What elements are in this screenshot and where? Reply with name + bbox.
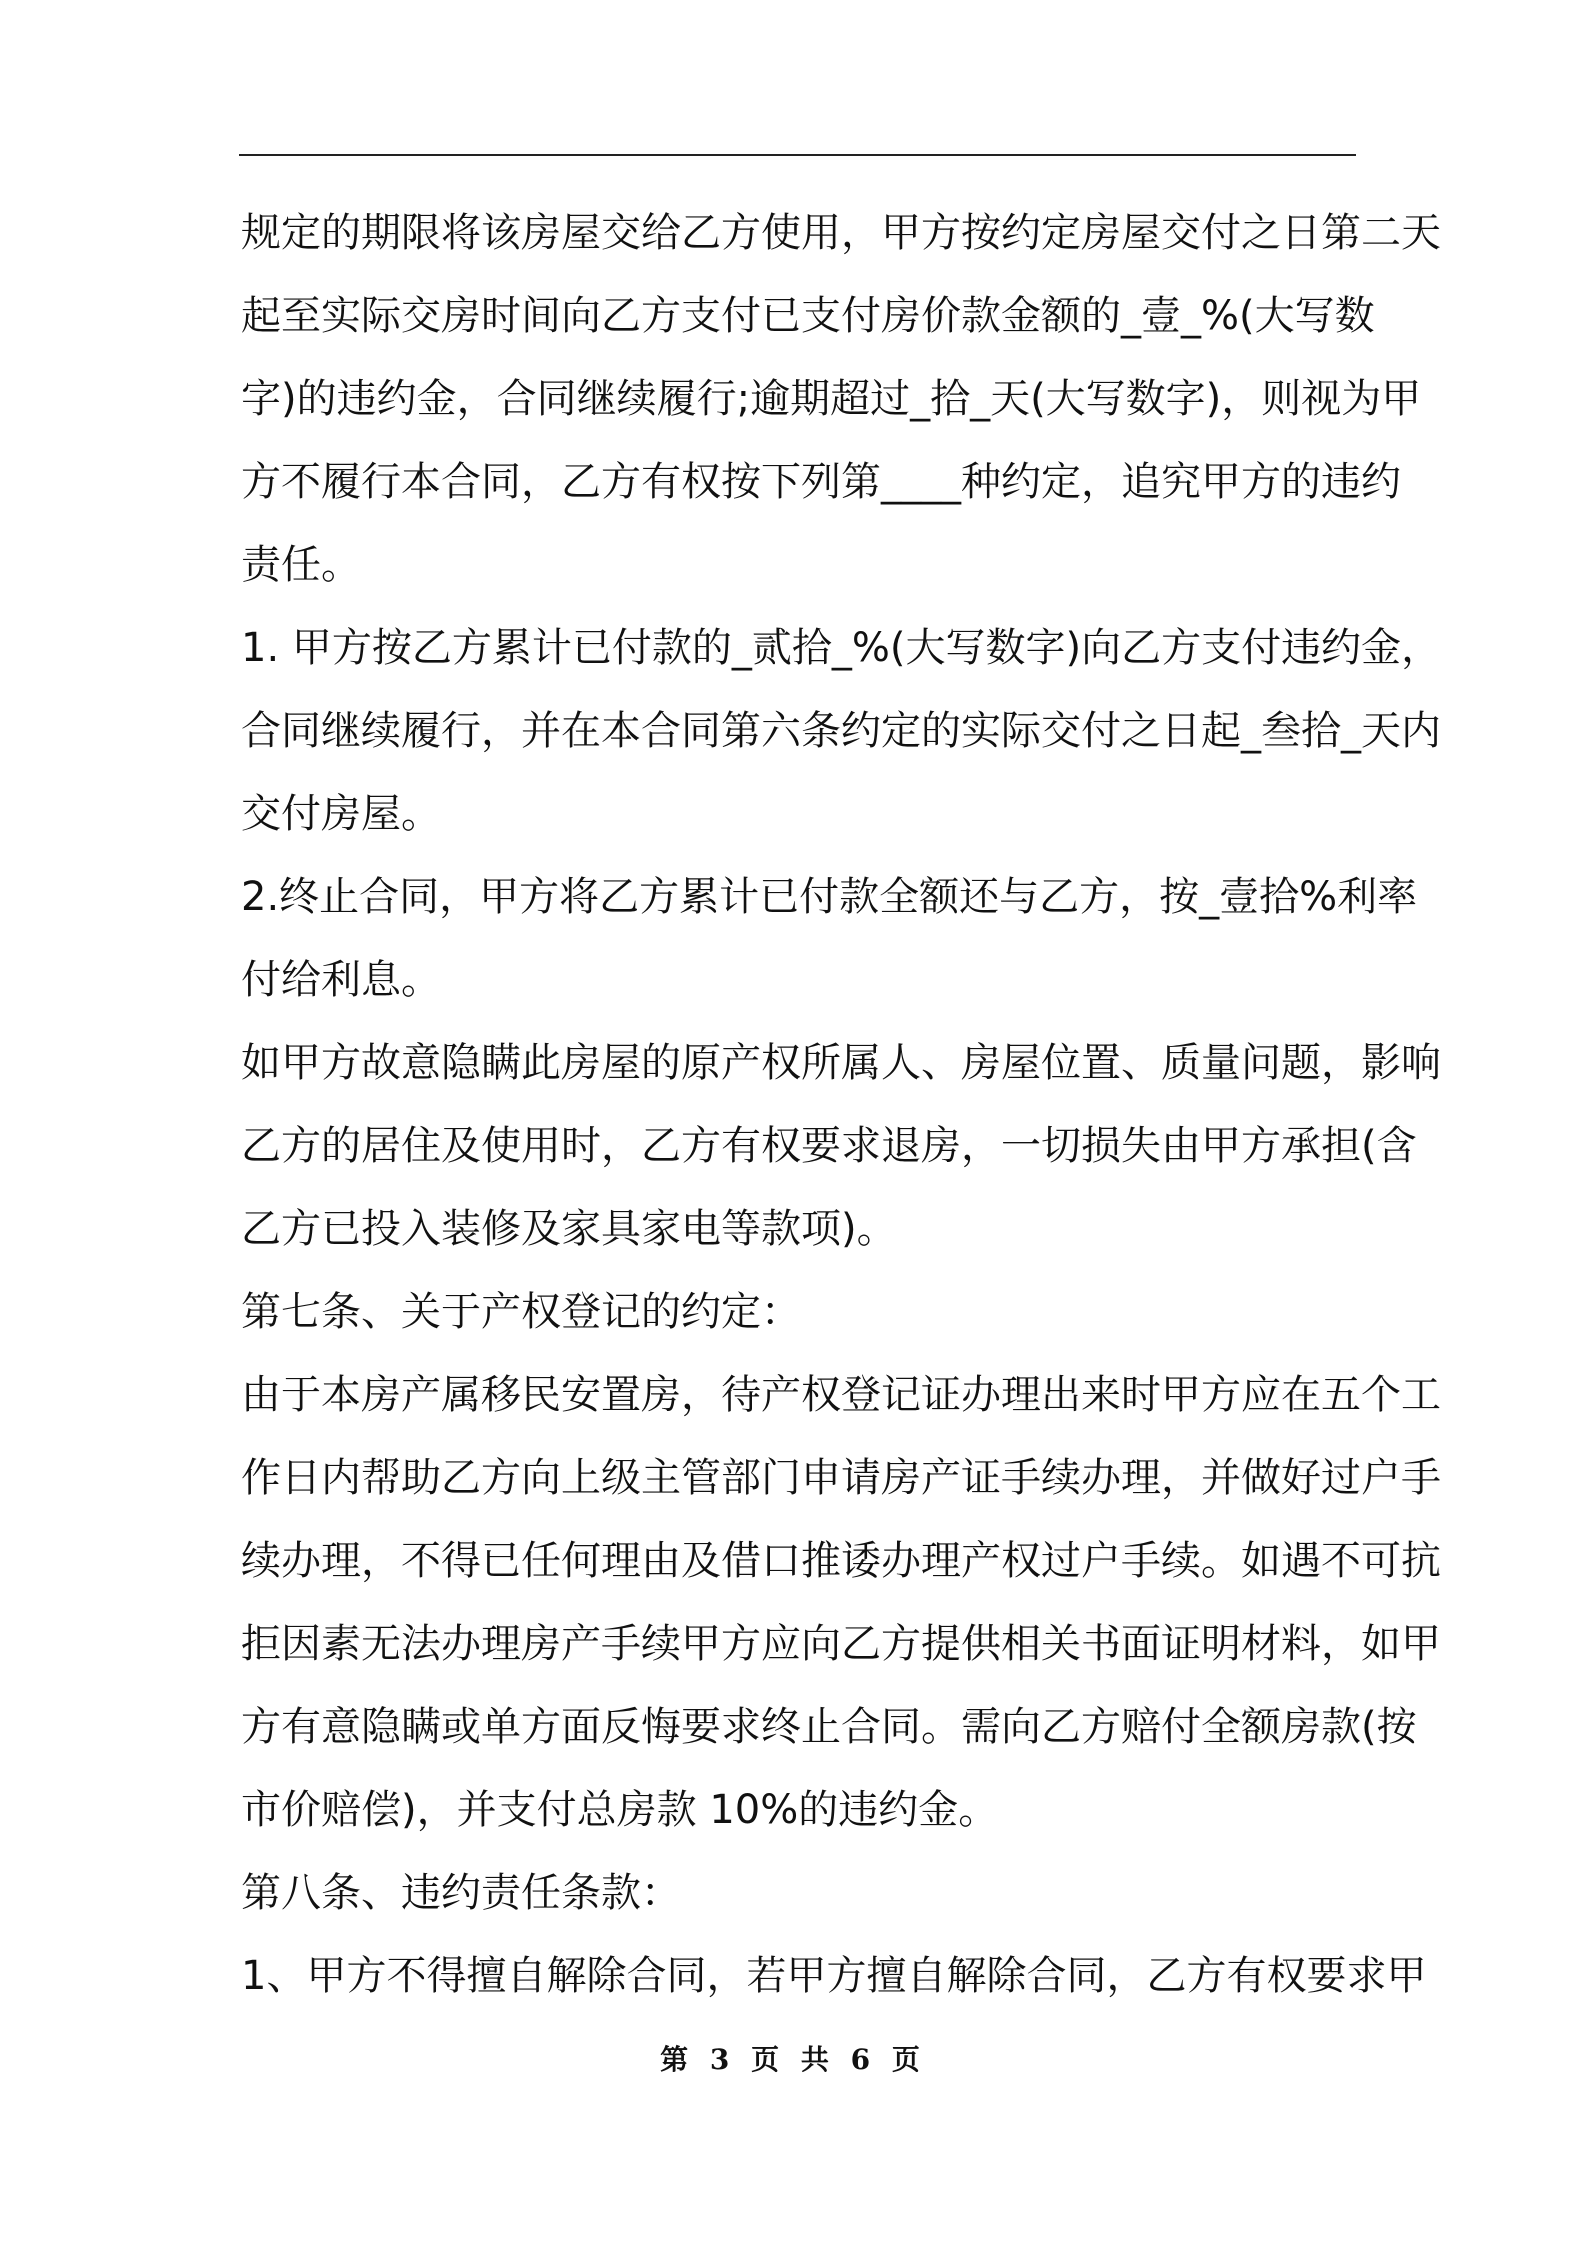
body-line: 方不履行本合同，乙方有权按下列第____种约定，追究甲方的违约 xyxy=(241,459,1401,505)
section-heading: 第七条、关于产权登记的约定： xyxy=(241,1289,801,1335)
body-line: 拒因素无法办理房产手续甲方应向乙方提供相关书面证明材料，如甲 xyxy=(241,1621,1441,1667)
header-rule xyxy=(239,154,1356,156)
body-line: 由于本房产属移民安置房，待产权登记证办理出来时甲方应在五个工 xyxy=(241,1372,1441,1418)
page-number: 第 3 页 共 6 页 xyxy=(660,2043,926,2076)
body-line: 作日内帮助乙方向上级主管部门申请房产证手续办理，并做好过户手 xyxy=(241,1455,1441,1501)
body-line: 乙方已投入装修及家具家电等款项)。 xyxy=(241,1206,897,1252)
body-line: 1. 甲方按乙方累计已付款的_贰拾_%(大写数字)向乙方支付违约金， xyxy=(241,625,1442,671)
body-line: 责任。 xyxy=(241,542,361,588)
body-line: 起至实际交房时间向乙方支付已支付房价款金额的_壹_%(大写数 xyxy=(241,293,1375,339)
body-line: 规定的期限将该房屋交给乙方使用，甲方按约定房屋交付之日第二天 xyxy=(241,210,1441,256)
body-line: 乙方的居住及使用时，乙方有权要求退房，一切损失由甲方承担(含 xyxy=(241,1123,1417,1169)
body-line: 字)的违约金，合同继续履行;逾期超过_拾_天(大写数字)，则视为甲 xyxy=(241,376,1422,422)
document-body xyxy=(241,192,1442,2018)
body-line: 如甲方故意隐瞒此房屋的原产权所属人、房屋位置、质量问题，影响 xyxy=(241,1040,1441,1086)
body-line: 方有意隐瞒或单方面反悔要求终止合同。需向乙方赔付全额房款(按 xyxy=(241,1704,1417,1750)
body-line: 1、甲方不得擅自解除合同，若甲方擅自解除合同，乙方有权要求甲 xyxy=(241,1953,1427,1999)
body-line: 续办理，不得已任何理由及借口推诿办理产权过户手续。如遇不可抗 xyxy=(241,1538,1441,1584)
section-heading: 第八条、违约责任条款： xyxy=(241,1870,681,1916)
body-line: 市价赔偿)，并支付总房款 10%的违约金。 xyxy=(241,1787,999,1833)
body-line: 合同继续履行，并在本合同第六条约定的实际交付之日起_叁拾_天内 xyxy=(241,708,1441,754)
body-line: 交付房屋。 xyxy=(241,791,441,837)
body-line: 2.终止合同，甲方将乙方累计已付款全额还与乙方，按_壹拾%利率 xyxy=(241,874,1418,920)
body-line: 付给利息。 xyxy=(241,957,441,1003)
